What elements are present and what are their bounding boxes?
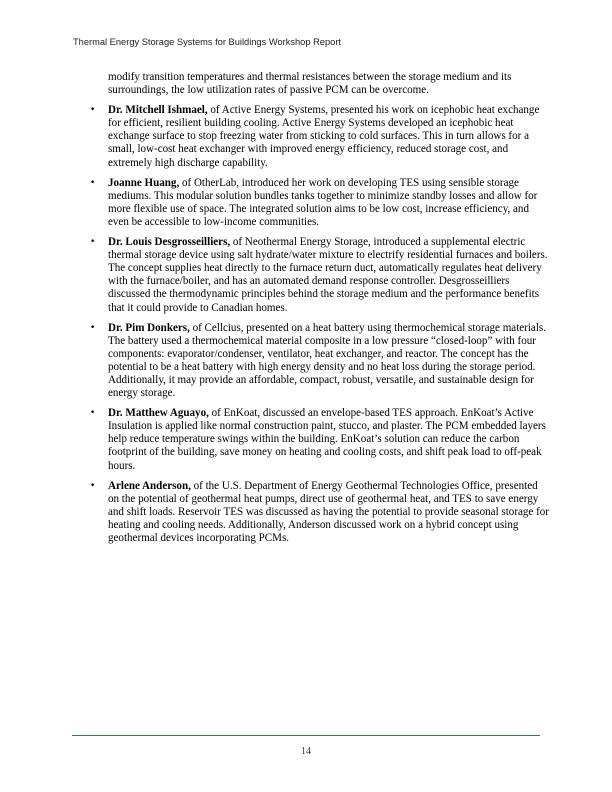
presenter-name: Dr. Louis Desgrosseilliers,: [108, 236, 231, 249]
list-item: [90, 407, 550, 472]
page-number: 14: [301, 746, 311, 757]
list-item: [90, 322, 550, 401]
bullet-icon: •: [90, 408, 96, 419]
list-item: [90, 236, 550, 315]
report-body: [90, 71, 550, 552]
presenter-description: of EnKoat, discussed an envelope-based TES approach. EnKoat’s Active Insulation is applied like normal construction paint, stucco, and plaster. The PCM embedded layers help reduce temperature swings within the building. EnKoat’s solution can reduce the carbon footprint of the building, save money on heating and cooling costs, and shift peak load to off-peak hours.: [108, 407, 546, 472]
presenter-description: of Cellcius, presented on a heat battery using thermochemical storage materials. The battery used a thermochemical material composite in a low pressure “closed-loop” with four components: evaporator/condenser, ventilator, heat exchanger, and reactor. The concept has the potential to be a heat battery with high energy density and no heat loss during the storage period. Additionally, it may provide an affordable, compact, robust, versatile, and sustainable design for energy storage.: [108, 321, 546, 400]
presenter-name: Joanne Huang,: [108, 176, 180, 189]
bullet-icon: •: [90, 237, 96, 248]
presenter-name: Arlene Anderson,: [108, 479, 191, 492]
running-header: Thermal Energy Storage Systems for Buildings Workshop Report: [73, 37, 342, 47]
bullet-icon: •: [90, 322, 96, 333]
presenter-description: of Neothermal Energy Storage, introduced a supplemental electric thermal storage device using salt hydrate/water mixture to electrify residential furnaces and boilers. The concept supplies heat directly to the furnace return duct, automatically regulates heat delivery with the furnace/boiler, and has an automated demand response controller. Desgrosseilliers discussed the thermodynamic principles behind the storage medium and the performance benefits that it could provide to Canadian homes.: [108, 236, 548, 314]
presenter-description: of Active Energy Systems, presented his work on icephobic heat exchange for efficient, resilient building cooling. Active Energy Systems developed an icephobic heat exchange surface to stop freezing water from sticking to cold surfaces. This in turn allows for a small, low-cost heat exchanger with improved energy efficiency, reduced storage cost, and extremely high discharge capability.: [108, 104, 540, 169]
presenter-description: of OtherLab, introduced her work on developing TES using sensible storage mediums. This modular solution bundles tanks together to minimize standby losses and allow for more flexible use of space. The integrated solution aims to be low cost, increase efficiency, and even be accessible to low-income communities.: [108, 176, 538, 228]
presenter-name: Dr. Pim Donkers,: [108, 321, 190, 334]
bullet-icon: •: [90, 177, 96, 188]
lead-paragraph: modify transition temperatures and thermal resistances between the storage medium and its surroundings, the low utilization rates of passive PCM can be overcome.: [108, 71, 512, 97]
footer-rule: [72, 735, 540, 736]
presenter-list: [90, 104, 550, 545]
list-item: [90, 480, 550, 545]
list-item: [90, 104, 550, 169]
bullet-icon: •: [90, 480, 96, 491]
presenter-name: Dr. Mitchell Ishmael,: [108, 104, 208, 117]
presenter-description: of the U.S. Department of Energy Geothermal Technologies Office, presented on the potential of geothermal heat pumps, direct use of geothermal heat, and TES to save energy and shift loads. Reservoir TES was discussed as having the potential to provide seasonal storage for heating and cooling needs. Additionally, Anderson discussed work on a hybrid concept using geothermal devices incorporating PCMs.: [108, 479, 549, 544]
bullet-icon: •: [90, 105, 96, 116]
list-item: [90, 177, 550, 229]
presenter-name: Dr. Matthew Aguayo,: [108, 407, 209, 420]
